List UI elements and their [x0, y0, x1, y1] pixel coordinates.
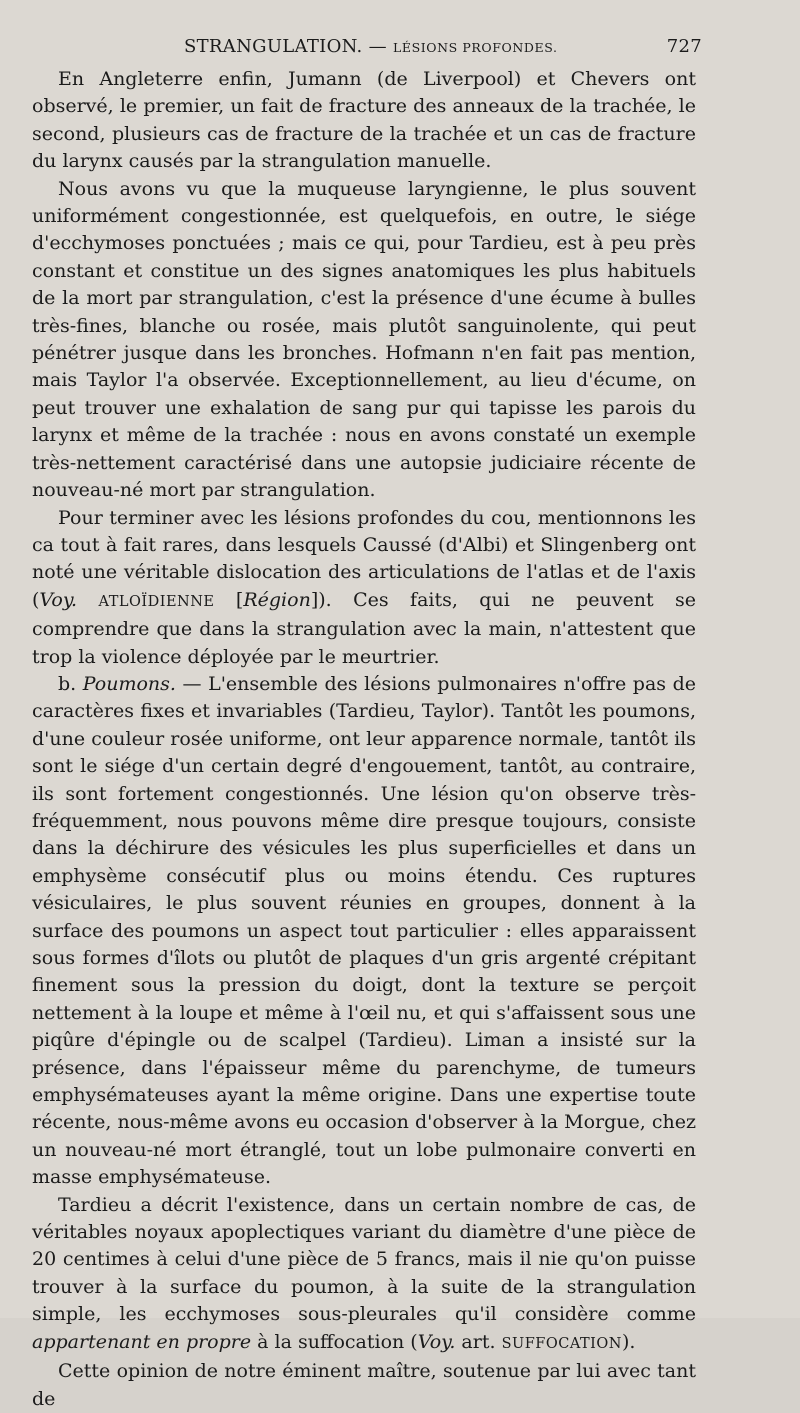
cross-reference-atloidienne: ATLOÏDIENNE	[98, 593, 215, 610]
running-title	[184, 36, 558, 57]
paragraph-atlas-axis-dislocation	[32, 505, 696, 671]
voy-reference: Voy.	[39, 588, 78, 611]
emphasized-phrase: appartenant en propre	[32, 1330, 252, 1353]
text-segment: à la suffocation (	[251, 1330, 418, 1353]
text-segment: ).	[621, 1330, 636, 1353]
section-heading-poumons: Poumons.	[82, 672, 176, 695]
text-segment: Pour terminer avec les lésions profondes du cou, mentionnons les ca tout à fait rares, dans lesquels Caussé (d'Albi) et Slingenberg ont noté une véritable dislocation des articulations de l'atlas et de l'axis (	[32, 506, 696, 611]
text-segment: Tardieu a décrit l'existence, dans un certain nombre de cas, de véritables noyaux apoplectiques variant du diamètre d'une pièce de 20 centimes à celui d'une pièce de 5 francs, mais il nie qu'on puisse trouver à la surface du poumon, à la suite de la strangulation simple, les ecchymoses sous-pleurales qu'il considère comme	[32, 1193, 696, 1326]
paragraph-laryngeal-mucosa: Nous avons vu que la muqueuse laryngienne, le plus souvent uniformément congestionnée, est quelquefois, en outre, le siége d'ecchymoses ponctuées ; mais ce qui, pour Tardieu, est à peu près constant et constitue un des signes anatomiques les plus habituels de la mort par strangulation, c'est la présence d'une écume à bulles très-fines, blanche ou rosée, mais plutôt sanguinolente, qui peut pénétrer jusque dans les bronches. Hofmann n'en fait pas mention, mais Taylor l'a observée. Exceptionnellement, au lieu d'écume, on peut trouver une exhalation de sang pur qui tapisse les parois du larynx et même de la trachée : nous en avons constaté un exemple très-nettement caractérisé dans une autopsie judiciaire récente de nouveau-né mort par strangulation.	[32, 177, 696, 502]
section-subtitle: LÉSIONS PROFONDES.	[392, 40, 558, 55]
running-header	[32, 30, 702, 60]
text-segment: — L'ensemble des lésions pulmonaires n'offre pas de caractères fixes et invariables (Tardieu, Taylor). Tantôt les poumons, d'une couleur rosée uniforme, ont leur apparence normale, tantôt ils sont le siége d'un certain degré d'engouement, tantôt, au contraire, ils sont fortement congestionnés. Une lésion qu'on observe très-fréquemment, nous pouvons même dire presque toujours, consiste dans la déchirure des vésicules les plus superficielles et dans un emphysème consécutif plus ou moins étendu. Ces ruptures vésiculaires, le plus souvent réunies en groupes, donnent à la surface des poumons un aspect tout particulier : elles apparaissent sous formes d'îlots ou plutôt de plaques d'un gris argenté crépitant finement sous la pression du doigt, dont la texture se perçoit nettement à la loupe et même à l'œil nu, et qui s'affaissent sous une piqûre d'épingle ou de scalpel (Tardieu). Liman a insisté sur la présence, dans l'épaisseur même du parenchyme, de tumeurs emphysémateuses ayant la même origine. Dans une expertise toute récente, nous-même avons eu occasion d'observer à la Morgue, chez un nouveau-né mort étranglé, tout un lobe pulmonaire converti en masse emphysémateuse.	[32, 672, 696, 1189]
header-dash: —	[368, 36, 387, 57]
text-segment: art.	[455, 1330, 502, 1353]
paragraph-england-cases: En Angleterre enfin, Jumann (de Liverpool) et Chevers ont observé, le premier, un fait de fracture des anneaux de la trachée, le second, plusieurs cas de fracture de la trachée et un cas de fracture du larynx causés par la strangulation manuelle.	[32, 68, 696, 173]
voy-reference: Voy.	[417, 1330, 456, 1353]
body-text	[32, 66, 696, 1413]
page-number: 727	[666, 36, 702, 57]
chapter-title: STRANGULATION.	[184, 36, 363, 57]
text-segment: ]). Ces faits, qui ne peuvent se comprendre que dans la strangulation avec la main, n'attestent que trop la violence déployée par le meurtrier.	[32, 588, 696, 668]
cross-reference-region: Région	[243, 588, 311, 611]
paragraph-lungs	[32, 671, 696, 1192]
paragraph-apoplectic-nuclei	[32, 1192, 696, 1358]
section-label: b.	[58, 672, 77, 695]
paragraph-opinion-continued: Cette opinion de notre éminent maître, soutenue par lui avec tant de	[32, 1360, 696, 1410]
cross-reference-suffocation: SUFFOCATION	[501, 1335, 622, 1352]
bracket-open: [	[214, 588, 244, 611]
